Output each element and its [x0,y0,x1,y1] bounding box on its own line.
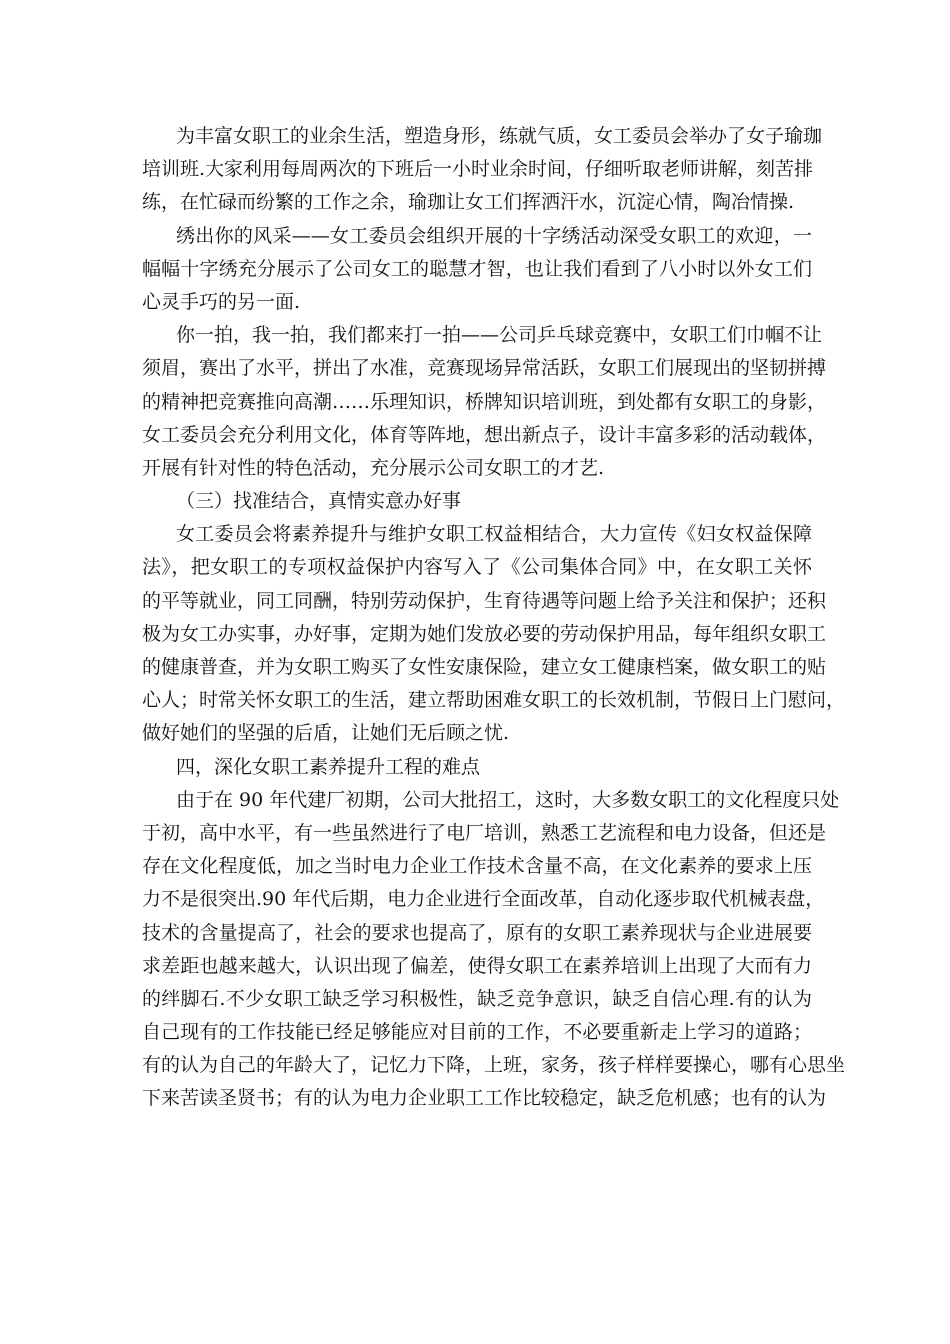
text-line: 于初，高中水平，有一些虽然进行了电厂培训，熟悉工艺流程和电力设备，但还是 [142,821,827,844]
text-line: 培训班.大家利用每周两次的下班后一小时业余时间，仔细听取老师讲解，刻苦排 [142,158,814,181]
text-line: 存在文化程度低，加之当时电力企业工作技术含量不高，在文化素养的要求上压 [142,855,812,878]
text-line: 求差距也越来越大，认识出现了偏差，使得女职工在素养培训上出现了大而有力 [142,954,812,977]
text-line: 的平等就业，同工同酬，特别劳动保护，生育待遇等问题上给予关注和保护；还积 [142,589,827,612]
text-line: 的绊脚石.不少女职工缺乏学习积极性，缺乏竞争意识，缺乏自信心理.有的认为 [142,987,812,1010]
text-line: 有的认为自己的年龄大了，记忆力下降，上班，家务，孩子样样要操心，哪有心思坐 [142,1054,846,1077]
text-line: 心人；时常关怀女职工的生活，建立帮助困难女职工的长效机制，节假日上门慰问， [142,689,846,712]
text-line: 绣出你的风采——女工委员会组织开展的十字绣活动深受女职工的欢迎，一 [176,224,812,247]
paragraph [142,485,812,518]
paragraph [142,751,812,784]
text-line: 极为女工办实事，办好事，定期为她们发放必要的劳动保护用品，每年组织女职工 [142,622,827,645]
text-line: 女工委员会充分利用文化，体育等阵地，想出新点子，设计丰富多彩的活动载体， [142,423,827,446]
text-line: 技术的含量提高了，社会的要求也提高了，原有的女职工素养现状与企业进展要 [142,921,812,944]
paragraph [142,784,846,1116]
text-line: 由于在 90 年代建厂初期，公司大批招工，这时，大多数女职工的文化程度只处 [176,788,840,811]
text-line: 自己现有的工作技能已经足够能应对目前的工作，不必要重新走上学习的道路； [142,1021,812,1044]
text-line: 女工委员会将素养提升与维护女职工权益相结合，大力宣传《妇女权益保障 [176,523,812,546]
paragraph [142,319,827,485]
paragraph [142,518,846,750]
text-line: 的健康普查，并为女职工购买了女性安康保险，建立女工健康档案，做女职工的贴 [142,656,827,678]
text-line: 你一拍，我一拍，我们都来打一拍——公司乒乓球竞赛中，女职工们巾帼不让 [176,324,823,347]
document-body [142,120,846,1116]
text-line: 须眉，赛出了水平，拼出了水准，竞赛现场异常活跃，女职工们展现出的坚韧拼搏 [142,357,827,380]
text-line: （三）找准结合，真情实意办好事 [176,490,462,513]
text-line: 开展有针对性的特色活动，充分展示公司女职工的才艺. [142,456,605,479]
paragraph [142,120,823,220]
paragraph [142,220,812,320]
text-line: 幅幅十字绣充分展示了公司女工的聪慧才智，也让我们看到了八小时以外女工们 [142,257,812,280]
text-line: 的精神把竞赛推向高潮……乐理知识，桥牌知识培训班，到处都有女职工的身影， [142,390,827,413]
text-line: 为丰富女职工的业余生活，塑造身形，练就气质，女工委员会举办了女子瑜珈 [176,125,823,147]
text-line: 四，深化女职工素养提升工程的难点 [176,755,481,778]
text-line: 做好她们的坚强的后盾，让她们无后顾之忧. [142,722,510,745]
text-line: 下来苦读圣贤书；有的认为电力企业职工工作比较稳定，缺乏危机感；也有的认为 [142,1087,827,1110]
text-line: 力不是很突出.90 年代后期，电力企业进行全面改革，自动化逐步取代机械表盘， [142,888,825,911]
text-line: 法》，把女职工的专项权益保护内容写入了《公司集体合同》中，在女职工关怀 [142,556,812,579]
text-line: 练，在忙碌而纷繁的工作之余，瑜珈让女工们挥洒汗水，沉淀心情，陶冶情操. [142,191,795,214]
text-line: 心灵手巧的另一面. [142,290,301,313]
